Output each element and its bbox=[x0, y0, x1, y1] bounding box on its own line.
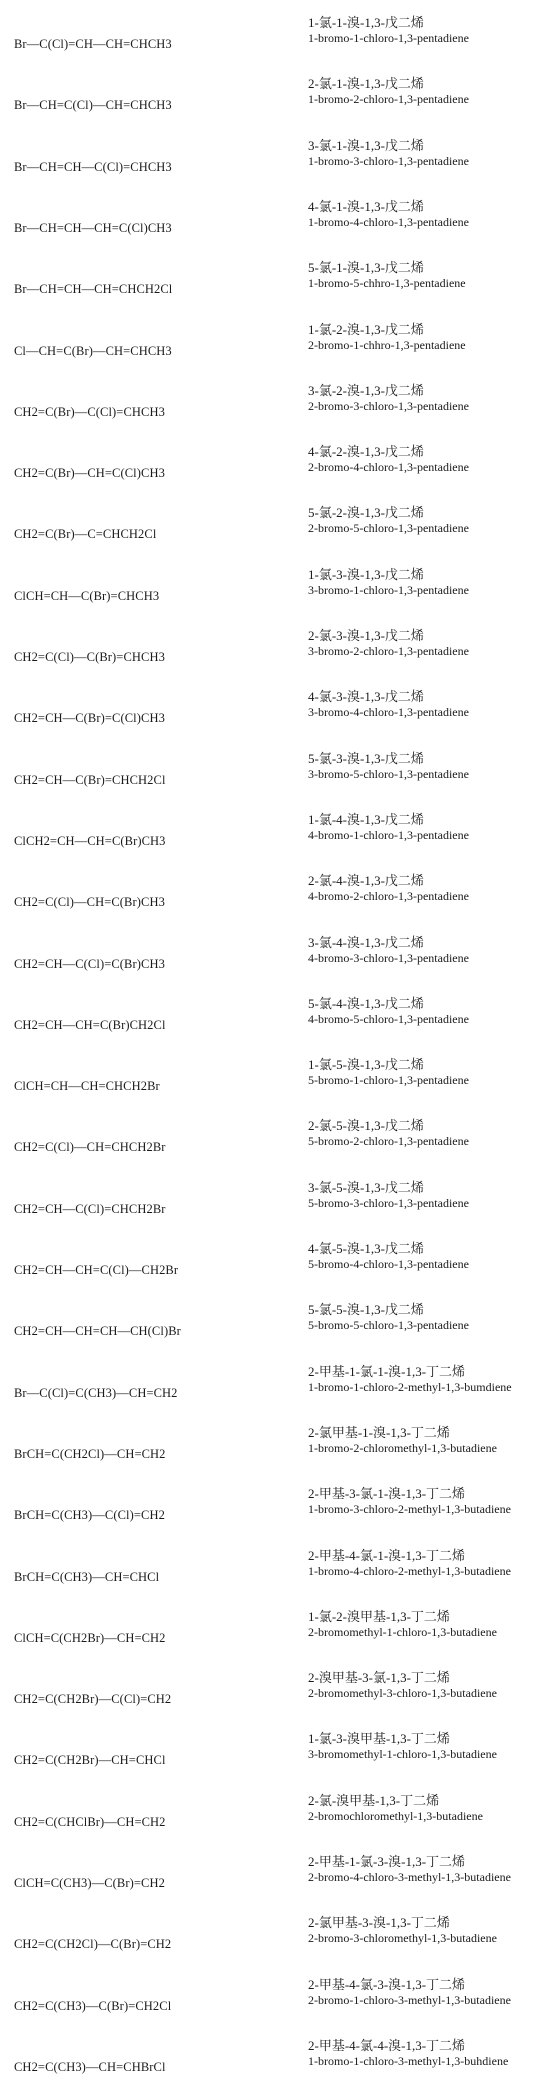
formula-text: ClCH=CH—C(Br)=CHCH3 bbox=[14, 588, 160, 603]
formula-text: CH2=C(CH2Br)—CH=CHCl bbox=[14, 1753, 166, 1768]
compound-row bbox=[0, 1169, 549, 1231]
compound-row bbox=[0, 433, 549, 495]
structural-formula bbox=[4, 1843, 294, 1905]
compound-row bbox=[0, 1107, 549, 1169]
compound-row bbox=[0, 1966, 549, 2028]
compound-row bbox=[0, 65, 549, 127]
structural-formula bbox=[4, 1107, 294, 1169]
english-name: 2-bromo-4-chloro-3-methyl-1,3-butadiene bbox=[308, 1870, 511, 1884]
english-name: 5-bromo-1-chloro-1,3-pentadiene bbox=[308, 1073, 469, 1088]
formula-text: CH2=C(Br)—C=CHCH2Cl bbox=[14, 527, 157, 542]
compound-row bbox=[0, 1353, 549, 1415]
structural-formula bbox=[4, 65, 294, 127]
structural-formula bbox=[4, 494, 294, 556]
formula-text: CH2=C(CH3)—C(Br)=CH2Cl bbox=[14, 1998, 172, 2013]
structural-formula bbox=[4, 1169, 294, 1231]
english-name: 1-bromo-3-chloro-2-methyl-1,3-butadiene bbox=[308, 1502, 511, 1517]
compound-row bbox=[0, 1291, 549, 1353]
formula-text: CH2=C(Cl)—CH=C(Br)CH3 bbox=[14, 895, 165, 910]
chinese-name: 1-氯-2-溴-1,3-戊二烯 bbox=[308, 321, 424, 337]
structural-formula bbox=[4, 1659, 294, 1721]
chinese-name: 2-甲基-1-氯-3-溴-1,3-丁二烯 bbox=[308, 1854, 466, 1869]
compound-row bbox=[0, 4, 549, 66]
structural-formula bbox=[4, 1904, 294, 1966]
chinese-name: 3-氯-1-溴-1,3-戊二烯 bbox=[308, 137, 424, 153]
formula-text: CH2=CH—C(Cl)=C(Br)CH3 bbox=[14, 956, 165, 971]
english-name: 2-bromo-1-chloro-3-methyl-1,3-butadiene bbox=[308, 1992, 511, 2007]
chinese-name: 5-氯-2-溴-1,3-戊二烯 bbox=[308, 505, 424, 521]
structural-formula bbox=[4, 1966, 294, 2028]
english-name: 5-bromo-2-chloro-1,3-pentadiene bbox=[308, 1134, 469, 1149]
compound-row bbox=[0, 311, 549, 373]
compound-row bbox=[0, 678, 549, 740]
compound-row bbox=[0, 127, 549, 189]
english-name: 1-bromo-1-chloro-3-methyl-1,3-buhdiene bbox=[308, 2053, 509, 2068]
compound-row bbox=[0, 1720, 549, 1782]
english-name: 4-bromo-3-chloro-1,3-pentadiene bbox=[308, 950, 469, 965]
english-name: 3-bromo-1-chloro-1,3-pentadiene bbox=[308, 582, 469, 597]
formula-text: Br—CH=CH—C(Cl)=CHCH3 bbox=[14, 159, 172, 174]
english-name: 3-bromo-5-chloro-1,3-pentadiene bbox=[308, 766, 469, 781]
structural-formula bbox=[4, 127, 294, 189]
formula-text: Br—CH=C(Cl)—CH=CHCH3 bbox=[14, 98, 172, 113]
english-name: 1-bromo-2-chloromethyl-1,3-butadiene bbox=[308, 1440, 497, 1455]
chinese-name: 1-氯-3-溴-1,3-戊二烯 bbox=[308, 566, 424, 582]
chinese-name: 2-甲基-1-氯-1-溴-1,3-丁二烯 bbox=[308, 1363, 466, 1379]
formula-text: ClCH2=CH—CH=C(Br)CH3 bbox=[14, 833, 166, 848]
chinese-name: 2-甲基-4-氯-1-溴-1,3-丁二烯 bbox=[308, 1547, 466, 1563]
formula-text: Br—C(Cl)=CH—CH=CHCH3 bbox=[14, 37, 172, 51]
chinese-name: 2-氯-5-溴-1,3-戊二烯 bbox=[308, 1118, 424, 1134]
compound-row bbox=[0, 1046, 549, 1108]
structural-formula bbox=[4, 862, 294, 924]
structural-formula bbox=[4, 740, 294, 802]
chinese-name: 1-氯-4-溴-1,3-戊二烯 bbox=[308, 811, 424, 827]
structural-formula bbox=[4, 188, 294, 250]
english-name: 4-bromo-2-chloro-1,3-pentadiene bbox=[308, 889, 469, 904]
chinese-name: 3-氯-4-溴-1,3-戊二烯 bbox=[308, 934, 424, 950]
structural-formula bbox=[4, 801, 294, 863]
structural-formula bbox=[4, 433, 294, 495]
formula-text: CH2=CH—CH=CH—CH(Cl)Br bbox=[14, 1324, 181, 1339]
structural-formula bbox=[4, 1598, 294, 1660]
formula-text: BrCH=C(CH3)—CH=CHCl bbox=[14, 1569, 160, 1584]
english-name: 4-bromo-1-chloro-1,3-pentadiene bbox=[308, 827, 469, 842]
formula-text: Cl—CH=C(Br)—CH=CHCH3 bbox=[14, 343, 172, 358]
chinese-name: 5-氯-5-溴-1,3-戊二烯 bbox=[308, 1302, 424, 1318]
english-name: 1-bromo-5-chhro-1,3-pentadiene bbox=[308, 276, 466, 291]
english-name: 5-bromo-5-chloro-1,3-pentadiene bbox=[308, 1318, 469, 1333]
english-name: 3-bromo-4-chloro-1,3-pentadiene bbox=[308, 705, 469, 720]
compound-row bbox=[0, 556, 549, 618]
english-name: 1-bromo-2-chloro-1,3-pentadiene bbox=[308, 92, 469, 107]
structural-formula bbox=[4, 1230, 294, 1292]
chinese-name: 5-氯-3-溴-1,3-戊二烯 bbox=[308, 750, 424, 766]
compound-row bbox=[0, 1904, 549, 1966]
structural-formula bbox=[4, 1782, 294, 1844]
chinese-name: 4-氯-1-溴-1,3-戊二烯 bbox=[308, 198, 424, 214]
chinese-name: 2-氯-溴甲基-1,3-丁二烯 bbox=[308, 1792, 440, 1808]
formula-text: CH2=C(Cl)—C(Br)=CHCH3 bbox=[14, 650, 165, 664]
chinese-name: 3-氯-5-溴-1,3-戊二烯 bbox=[308, 1179, 424, 1195]
english-name: 2-bromo-4-chloro-1,3-pentadiene bbox=[308, 460, 469, 475]
structural-formula bbox=[4, 617, 294, 679]
formula-text: Br—CH=CH—CH=CHCH2Cl bbox=[14, 282, 173, 297]
formula-text: CH2=C(CH2Cl)—C(Br)=CH2 bbox=[14, 1937, 172, 1952]
structural-formula bbox=[4, 556, 294, 618]
chinese-name: 2-甲基-3-氯-1-溴-1,3-丁二烯 bbox=[308, 1486, 466, 1502]
compound-row bbox=[0, 249, 549, 311]
english-name: 2-bromo-3-chloro-1,3-pentadiene bbox=[308, 398, 469, 413]
formula-text: CH2=CH—C(Br)=CHCH2Cl bbox=[14, 772, 166, 787]
structural-formula bbox=[4, 1046, 294, 1108]
compound-row bbox=[0, 740, 549, 802]
formula-text: ClCH=CH—CH=CHCH2Br bbox=[14, 1079, 160, 1094]
compound-row bbox=[0, 2027, 549, 2089]
compound-row bbox=[0, 1843, 549, 1905]
structural-formula bbox=[4, 1475, 294, 1537]
english-name: 1-bromo-4-chloro-1,3-pentadiene bbox=[308, 214, 469, 229]
chinese-name: 1-氯-3-溴甲基-1,3-丁二烯 bbox=[308, 1731, 450, 1747]
chinese-name: 4-氯-3-溴-1,3-戊二烯 bbox=[308, 689, 424, 705]
chinese-name: 5-氯-4-溴-1,3-戊二烯 bbox=[308, 995, 424, 1011]
structural-formula bbox=[4, 311, 294, 373]
compound-row bbox=[0, 1414, 549, 1476]
formula-text: Br—CH=CH—CH=C(Cl)CH3 bbox=[14, 220, 172, 235]
compound-row bbox=[0, 494, 549, 556]
formula-text: Br—C(Cl)=C(CH3)—CH=CH2 bbox=[14, 1385, 178, 1400]
structural-formula bbox=[4, 2027, 294, 2089]
chinese-name: 2-甲基-4-氯-4-溴-1,3-丁二烯 bbox=[308, 2037, 466, 2053]
compound-row bbox=[0, 801, 549, 863]
chinese-name: 3-氯-2-溴-1,3-戊二烯 bbox=[308, 382, 424, 398]
compound-row bbox=[0, 924, 549, 986]
structural-formula bbox=[4, 249, 294, 311]
english-name: 2-bromo-5-chloro-1,3-pentadiene bbox=[308, 521, 469, 536]
compound-row bbox=[0, 1782, 549, 1844]
compound-row bbox=[0, 1230, 549, 1292]
chinese-name: 1-氯-2-溴甲基-1,3-丁二烯 bbox=[308, 1608, 450, 1624]
structural-formula bbox=[4, 1353, 294, 1415]
structural-formula bbox=[4, 924, 294, 986]
formula-text: CH2=C(CHClBr)—CH=CH2 bbox=[14, 1814, 166, 1829]
formula-text: CH2=CH—C(Br)=C(Cl)CH3 bbox=[14, 711, 165, 726]
english-name: 2-bromo-1-chhro-1,3-pentadiene bbox=[308, 337, 466, 352]
english-name: 3-bromo-2-chloro-1,3-pentadiene bbox=[308, 644, 469, 658]
chinese-name: 5-氯-1-溴-1,3-戊二烯 bbox=[308, 260, 424, 276]
formula-text: CH2=C(Cl)—CH=CHCH2Br bbox=[14, 1140, 166, 1155]
compound-row bbox=[0, 1659, 549, 1721]
english-name: 1-bromo-3-chloro-1,3-pentadiene bbox=[308, 153, 469, 168]
chinese-name: 2-氯-3-溴-1,3-戊二烯 bbox=[308, 628, 424, 643]
structural-formula bbox=[4, 372, 294, 434]
formula-text: CH2=CH—CH=C(Br)CH2Cl bbox=[14, 1017, 166, 1032]
compound-row bbox=[0, 985, 549, 1047]
structural-formula bbox=[4, 1537, 294, 1599]
formula-text: CH2=C(CH3)—CH=CHBrCl bbox=[14, 2059, 166, 2074]
compound-row bbox=[0, 188, 549, 250]
formula-text: BrCH=C(CH3)—C(Cl)=CH2 bbox=[14, 1508, 165, 1523]
compound-row bbox=[0, 1537, 549, 1599]
formula-text: BrCH=C(CH2Cl)—CH=CH2 bbox=[14, 1446, 166, 1461]
chinese-name: 1-氯-1-溴-1,3-戊二烯 bbox=[308, 15, 424, 30]
english-name: 1-bromo-1-chloro-2-methyl-1,3-bumdiene bbox=[308, 1379, 512, 1394]
compound-row bbox=[0, 617, 549, 679]
chinese-name: 1-氯-5-溴-1,3-戊二烯 bbox=[308, 1057, 424, 1073]
chinese-name: 2-氯甲基-1-溴-1,3-丁二烯 bbox=[308, 1424, 450, 1440]
chinese-name: 2-氯-4-溴-1,3-戊二烯 bbox=[308, 873, 424, 889]
structural-formula bbox=[4, 1720, 294, 1782]
structural-formula bbox=[4, 1291, 294, 1353]
formula-text: CH2=CH—CH=C(Cl)—CH2Br bbox=[14, 1263, 179, 1277]
english-name: 5-bromo-3-chloro-1,3-pentadiene bbox=[308, 1195, 469, 1210]
compound-row bbox=[0, 862, 549, 924]
formula-text: CH2=C(CH2Br)—C(Cl)=CH2 bbox=[14, 1692, 172, 1707]
structural-formula bbox=[4, 678, 294, 740]
chinese-name: 2-氯-1-溴-1,3-戊二烯 bbox=[308, 76, 424, 92]
chinese-name: 2-甲基-4-氯-3-溴-1,3-丁二烯 bbox=[308, 1976, 466, 1992]
formula-text: CH2=CH—C(Cl)=CHCH2Br bbox=[14, 1201, 166, 1216]
english-name: 2-bromo-3-chloromethyl-1,3-butadiene bbox=[308, 1931, 497, 1946]
compound-row bbox=[0, 1598, 549, 1660]
formula-text: ClCH=C(CH3)—C(Br)=CH2 bbox=[14, 1876, 165, 1890]
compound-row bbox=[0, 372, 549, 434]
english-name: 2-bromomethyl-1-chloro-1,3-butadiene bbox=[308, 1624, 497, 1639]
english-name: 1-bromo-1-chloro-1,3-pentadiene bbox=[308, 31, 469, 45]
structural-formula bbox=[4, 985, 294, 1047]
english-name: 2-bromochloromethyl-1,3-butadiene bbox=[308, 1808, 483, 1823]
chinese-name: 2-氯甲基-3-溴-1,3-丁二烯 bbox=[308, 1915, 450, 1931]
english-name: 5-bromo-4-chloro-1,3-pentadiene bbox=[308, 1257, 469, 1271]
chinese-name: 4-氯-5-溴-1,3-戊二烯 bbox=[308, 1241, 424, 1256]
formula-text: CH2=C(Br)—C(Cl)=CHCH3 bbox=[14, 404, 165, 419]
compound-row bbox=[0, 1475, 549, 1537]
chinese-name: 2-溴甲基-3-氯-1,3-丁二烯 bbox=[308, 1670, 450, 1686]
formula-text: CH2=C(Br)—CH=C(Cl)CH3 bbox=[14, 466, 165, 481]
structural-formula bbox=[4, 4, 294, 66]
english-name: 3-bromomethyl-1-chloro-1,3-butadiene bbox=[308, 1747, 497, 1762]
formula-text: ClCH=C(CH2Br)—CH=CH2 bbox=[14, 1630, 166, 1645]
english-name: 4-bromo-5-chloro-1,3-pentadiene bbox=[308, 1011, 469, 1026]
structural-formula bbox=[4, 1414, 294, 1476]
english-name: 1-bromo-4-chloro-2-methyl-1,3-butadiene bbox=[308, 1563, 511, 1578]
english-name: 2-bromomethyl-3-chloro-1,3-butadiene bbox=[308, 1686, 497, 1701]
chinese-name: 4-氯-2-溴-1,3-戊二烯 bbox=[308, 444, 424, 460]
